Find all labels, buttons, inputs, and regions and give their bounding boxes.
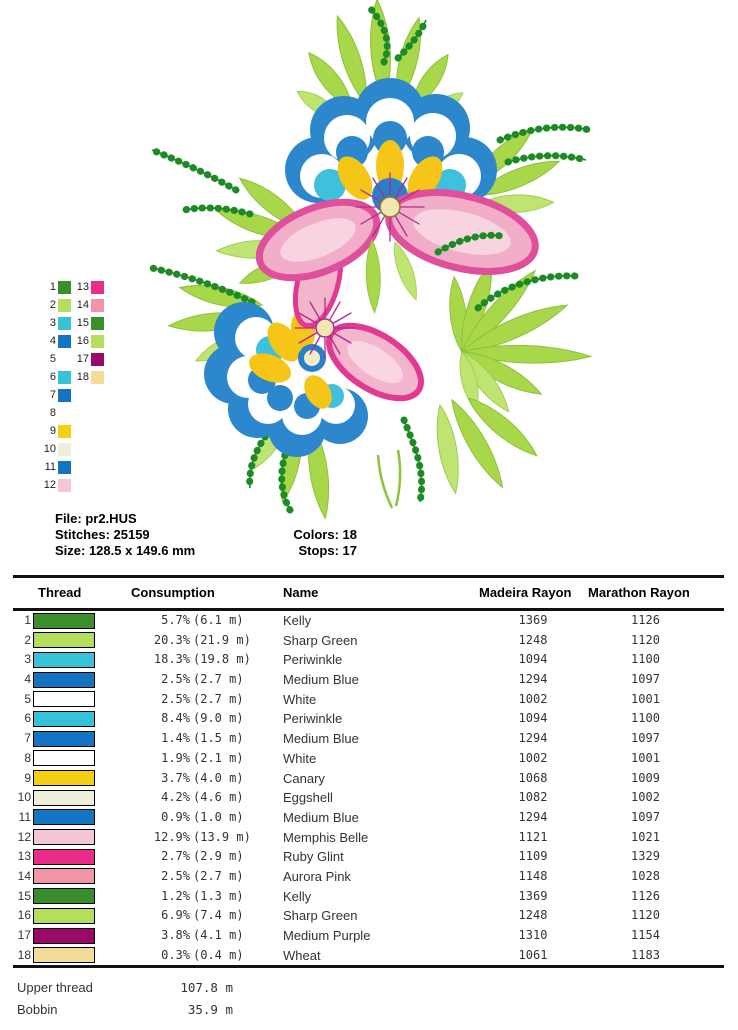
thread-row (13, 828, 724, 848)
thread-color-swatch (33, 711, 95, 727)
legend-number: 3 (49, 317, 56, 329)
thread-row (13, 769, 724, 789)
consumption-meters: (2.7 m) (193, 868, 244, 883)
legend-color-swatch (91, 479, 104, 492)
upper-thread-total (17, 977, 417, 999)
legend-color-swatch (58, 317, 71, 330)
madeira-code: 1121 (518, 829, 548, 844)
legend-row (40, 333, 160, 351)
consumption-meters: (2.9 m) (193, 849, 244, 864)
header-marathon-rayon: Marathon Rayon (588, 585, 690, 600)
legend-color-swatch (58, 353, 71, 366)
legend-number: 10 (43, 443, 56, 455)
legend-row (40, 297, 160, 315)
thread-number: 3 (24, 652, 31, 667)
legend-color-swatch (91, 281, 104, 294)
thread-number: 14 (17, 868, 31, 883)
header-madeira-rayon: Madeira Rayon (479, 585, 572, 600)
madeira-code: 1068 (518, 770, 548, 785)
totals-footer (17, 977, 417, 1021)
legend-row (40, 351, 160, 369)
marathon-code: 1154 (631, 928, 660, 942)
consumption-percent: 5.7% (153, 613, 190, 627)
marathon-code: 1001 (631, 750, 660, 765)
thread-number: 6 (24, 711, 31, 726)
bobbin-total (17, 999, 417, 1021)
thread-name: Medium Purple (283, 928, 371, 943)
madeira-code: 1294 (518, 672, 548, 687)
consumption-meters: (19.8 m) (193, 652, 251, 667)
thread-name: Kelly (283, 613, 312, 628)
legend-number: 16 (76, 335, 89, 347)
legend-color-swatch (91, 389, 104, 402)
consumption-percent: 1.9% (153, 750, 190, 765)
marathon-code: 1100 (631, 652, 660, 667)
marathon-code: 1097 (631, 731, 660, 746)
legend-color-swatch (58, 389, 71, 402)
table-bottom-rule (13, 965, 724, 968)
upper-thread-label: Upper thread (17, 980, 93, 995)
thread-number: 5 (24, 691, 31, 706)
madeira-code: 1109 (518, 849, 548, 864)
madeira-code: 1061 (518, 947, 548, 962)
consumption-meters: (4.0 m) (193, 770, 244, 785)
table-header-row (13, 578, 724, 608)
thread-row (13, 650, 724, 670)
thread-row (13, 631, 724, 651)
consumption-percent: 2.7% (153, 849, 190, 864)
madeira-code: 1002 (518, 750, 548, 765)
legend-row (40, 315, 160, 333)
consumption-percent: 8.4% (153, 711, 190, 726)
marathon-code: 1028 (631, 868, 660, 883)
thread-name: Sharp Green (283, 632, 358, 648)
thread-name: Eggshell (283, 790, 333, 806)
color-count: Colors: 18 (293, 527, 357, 542)
legend-color-swatch (58, 335, 71, 348)
madeira-code: 1094 (518, 652, 548, 667)
thread-row (13, 906, 724, 926)
consumption-percent: 0.3% (153, 947, 190, 962)
legend-color-swatch (91, 407, 104, 420)
thread-number: 18 (17, 947, 31, 962)
legend-number: 5 (49, 353, 56, 365)
thread-color-swatch (33, 731, 95, 747)
thread-row (13, 847, 724, 867)
thread-row (13, 946, 724, 966)
thread-row (13, 670, 724, 690)
consumption-meters: (1.3 m) (193, 888, 244, 903)
thread-number: 10 (17, 790, 31, 805)
thread-name: Kelly (283, 888, 312, 904)
legend-row (40, 441, 160, 459)
legend-row (40, 369, 160, 387)
legend-color-swatch (91, 317, 104, 330)
thread-color-swatch (33, 868, 95, 884)
thread-color-swatch (33, 750, 95, 766)
thread-row (13, 808, 724, 828)
file-info (55, 511, 195, 559)
design-size: Size: 128.5 x 149.6 mm (55, 543, 196, 558)
consumption-percent: 12.9% (153, 829, 190, 844)
legend-color-swatch (91, 461, 104, 474)
consumption-meters: (2.7 m) (193, 672, 244, 687)
thread-name: Aurora Pink (283, 868, 351, 884)
consumption-meters: (2.7 m) (193, 691, 244, 706)
marathon-code: 1097 (631, 672, 660, 687)
thread-number: 15 (17, 888, 31, 903)
thread-name: Medium Blue (283, 672, 359, 688)
legend-color-swatch (58, 461, 71, 474)
legend-color-swatch (91, 353, 104, 366)
marathon-code: 1126 (631, 888, 660, 903)
thread-color-swatch (33, 691, 95, 707)
madeira-code: 1082 (518, 790, 548, 805)
thread-number: 16 (17, 908, 31, 923)
legend-number: 12 (43, 479, 56, 491)
consumption-percent: 1.4% (153, 731, 190, 746)
thread-number: 8 (24, 750, 31, 765)
thread-name: Ruby Glint (283, 849, 344, 865)
consumption-percent: 20.3% (153, 632, 190, 647)
madeira-code: 1248 (518, 632, 548, 647)
legend-number: 4 (49, 335, 56, 347)
consumption-meters: (4.6 m) (193, 790, 244, 805)
thread-color-swatch (33, 928, 95, 944)
legend-number: 7 (49, 389, 56, 401)
madeira-code: 1369 (518, 888, 548, 903)
thread-row (13, 887, 724, 907)
legend-color-swatch (91, 443, 104, 456)
color-number-legend (40, 279, 160, 495)
thread-number: 4 (24, 672, 31, 687)
thread-table (13, 575, 724, 968)
thread-name: Medium Blue (283, 809, 359, 825)
consumption-meters: (1.5 m) (193, 731, 244, 746)
thread-name: White (283, 691, 317, 707)
legend-row (40, 279, 160, 297)
thread-number: 12 (17, 829, 31, 844)
legend-row (40, 405, 160, 423)
consumption-percent: 2.5% (153, 868, 190, 883)
thread-name: Periwinkle (283, 652, 343, 668)
thread-number: 17 (17, 928, 31, 942)
consumption-percent: 1.2% (153, 888, 190, 903)
legend-color-swatch (58, 479, 71, 492)
consumption-percent: 2.5% (153, 672, 190, 687)
thread-number: 1 (24, 613, 31, 627)
consumption-meters: (6.1 m) (193, 613, 244, 627)
consumption-percent: 3.8% (153, 928, 190, 942)
thread-number: 11 (18, 809, 31, 824)
legend-number: 15 (76, 317, 89, 329)
thread-color-swatch (33, 770, 95, 786)
marathon-code: 1120 (631, 908, 660, 923)
thread-color-swatch (33, 652, 95, 668)
bobbin-label: Bobbin (17, 1002, 58, 1017)
madeira-code: 1002 (518, 691, 548, 706)
consumption-meters: (4.1 m) (193, 928, 244, 942)
thread-color-swatch (33, 908, 95, 924)
consumption-meters: (1.0 m) (193, 809, 244, 824)
thread-row (13, 729, 724, 749)
bobbin-value: 35.9 m (187, 1002, 233, 1017)
legend-row (40, 387, 160, 405)
thread-color-swatch (33, 672, 95, 688)
marathon-code: 1002 (631, 790, 660, 805)
legend-color-swatch (58, 281, 71, 294)
consumption-meters: (2.1 m) (193, 750, 244, 765)
thread-color-swatch (33, 888, 95, 904)
thread-row (13, 709, 724, 729)
file-name: File: pr2.HUS (55, 511, 137, 526)
thread-color-swatch (33, 632, 95, 648)
thread-name: Canary (283, 770, 325, 786)
thread-name: Sharp Green (283, 908, 358, 924)
legend-number: 9 (49, 425, 56, 437)
consumption-percent: 18.3% (153, 652, 190, 667)
thread-name: Medium Blue (283, 731, 359, 747)
marathon-code: 1126 (631, 613, 660, 627)
thread-name: Memphis Belle (283, 829, 369, 845)
consumption-meters: (7.4 m) (193, 908, 244, 923)
legend-number: 13 (76, 281, 89, 293)
legend-color-swatch (91, 335, 104, 348)
legend-color-swatch (91, 299, 104, 312)
thread-number: 9 (24, 770, 31, 785)
colors-stops-info (255, 527, 357, 559)
marathon-code: 1183 (631, 947, 660, 962)
legend-color-swatch (91, 425, 104, 438)
legend-number: 17 (76, 353, 89, 365)
marathon-code: 1097 (631, 809, 660, 824)
legend-number: 18 (76, 371, 89, 383)
legend-number: 11 (44, 461, 56, 473)
madeira-code: 1248 (518, 908, 548, 923)
legend-color-swatch (91, 371, 104, 384)
consumption-percent: 6.9% (153, 908, 190, 923)
thread-row (13, 611, 724, 631)
consumption-percent: 0.9% (153, 809, 190, 824)
thread-number: 13 (17, 849, 31, 864)
consumption-meters: (0.4 m) (193, 947, 244, 962)
legend-color-swatch (58, 425, 71, 438)
table-body (13, 611, 724, 965)
upper-thread-value: 107.8 m (180, 980, 233, 995)
thread-color-swatch (33, 613, 95, 629)
legend-number: 2 (49, 299, 56, 311)
marathon-code: 1329 (631, 849, 660, 864)
bottom-center-leaves (378, 391, 542, 508)
stop-count: Stops: 17 (298, 543, 357, 558)
marathon-code: 1120 (631, 632, 660, 647)
legend-number: 14 (76, 299, 89, 311)
legend-row (40, 423, 160, 441)
consumption-percent: 4.2% (153, 790, 190, 805)
header-name: Name (283, 585, 319, 600)
stitch-count: Stitches: 25159 (55, 527, 150, 542)
thread-row (13, 749, 724, 769)
madeira-code: 1294 (518, 809, 548, 824)
madeira-code: 1294 (518, 731, 548, 746)
legend-color-swatch (58, 371, 71, 384)
marathon-code: 1009 (631, 770, 660, 785)
right-palm-burst (404, 259, 591, 502)
thread-color-swatch (33, 809, 95, 825)
marathon-code: 1021 (631, 829, 660, 844)
legend-number: 1 (49, 281, 56, 293)
legend-color-swatch (58, 299, 71, 312)
marathon-code: 1100 (631, 711, 660, 726)
thread-name: Periwinkle (283, 711, 343, 727)
thread-row (13, 926, 724, 946)
consumption-percent: 2.5% (153, 691, 190, 706)
legend-color-swatch (58, 443, 71, 456)
thread-name: Wheat (283, 947, 321, 963)
legend-number: 6 (49, 371, 56, 383)
thread-color-swatch (33, 829, 95, 845)
madeira-code: 1369 (518, 613, 548, 627)
thread-name: White (283, 750, 317, 766)
madeira-code: 1094 (518, 711, 548, 726)
legend-number: 8 (49, 407, 56, 419)
madeira-code: 1148 (518, 868, 548, 883)
thread-row (13, 867, 724, 887)
thread-number: 2 (24, 632, 31, 647)
consumption-percent: 3.7% (153, 770, 190, 785)
consumption-meters: (21.9 m) (193, 632, 251, 647)
thread-color-swatch (33, 790, 95, 806)
madeira-code: 1310 (518, 928, 548, 942)
header-consumption: Consumption (131, 585, 215, 600)
thread-color-swatch (33, 849, 95, 865)
consumption-meters: (13.9 m) (193, 829, 251, 844)
header-thread: Thread (38, 585, 82, 600)
thread-row (13, 690, 724, 710)
legend-color-swatch (58, 407, 71, 420)
thread-row (13, 788, 724, 808)
marathon-code: 1001 (631, 691, 660, 706)
thread-color-swatch (33, 947, 95, 963)
thread-number: 7 (24, 731, 31, 746)
consumption-meters: (9.0 m) (193, 711, 244, 726)
legend-row (40, 477, 160, 495)
legend-row (40, 459, 160, 477)
